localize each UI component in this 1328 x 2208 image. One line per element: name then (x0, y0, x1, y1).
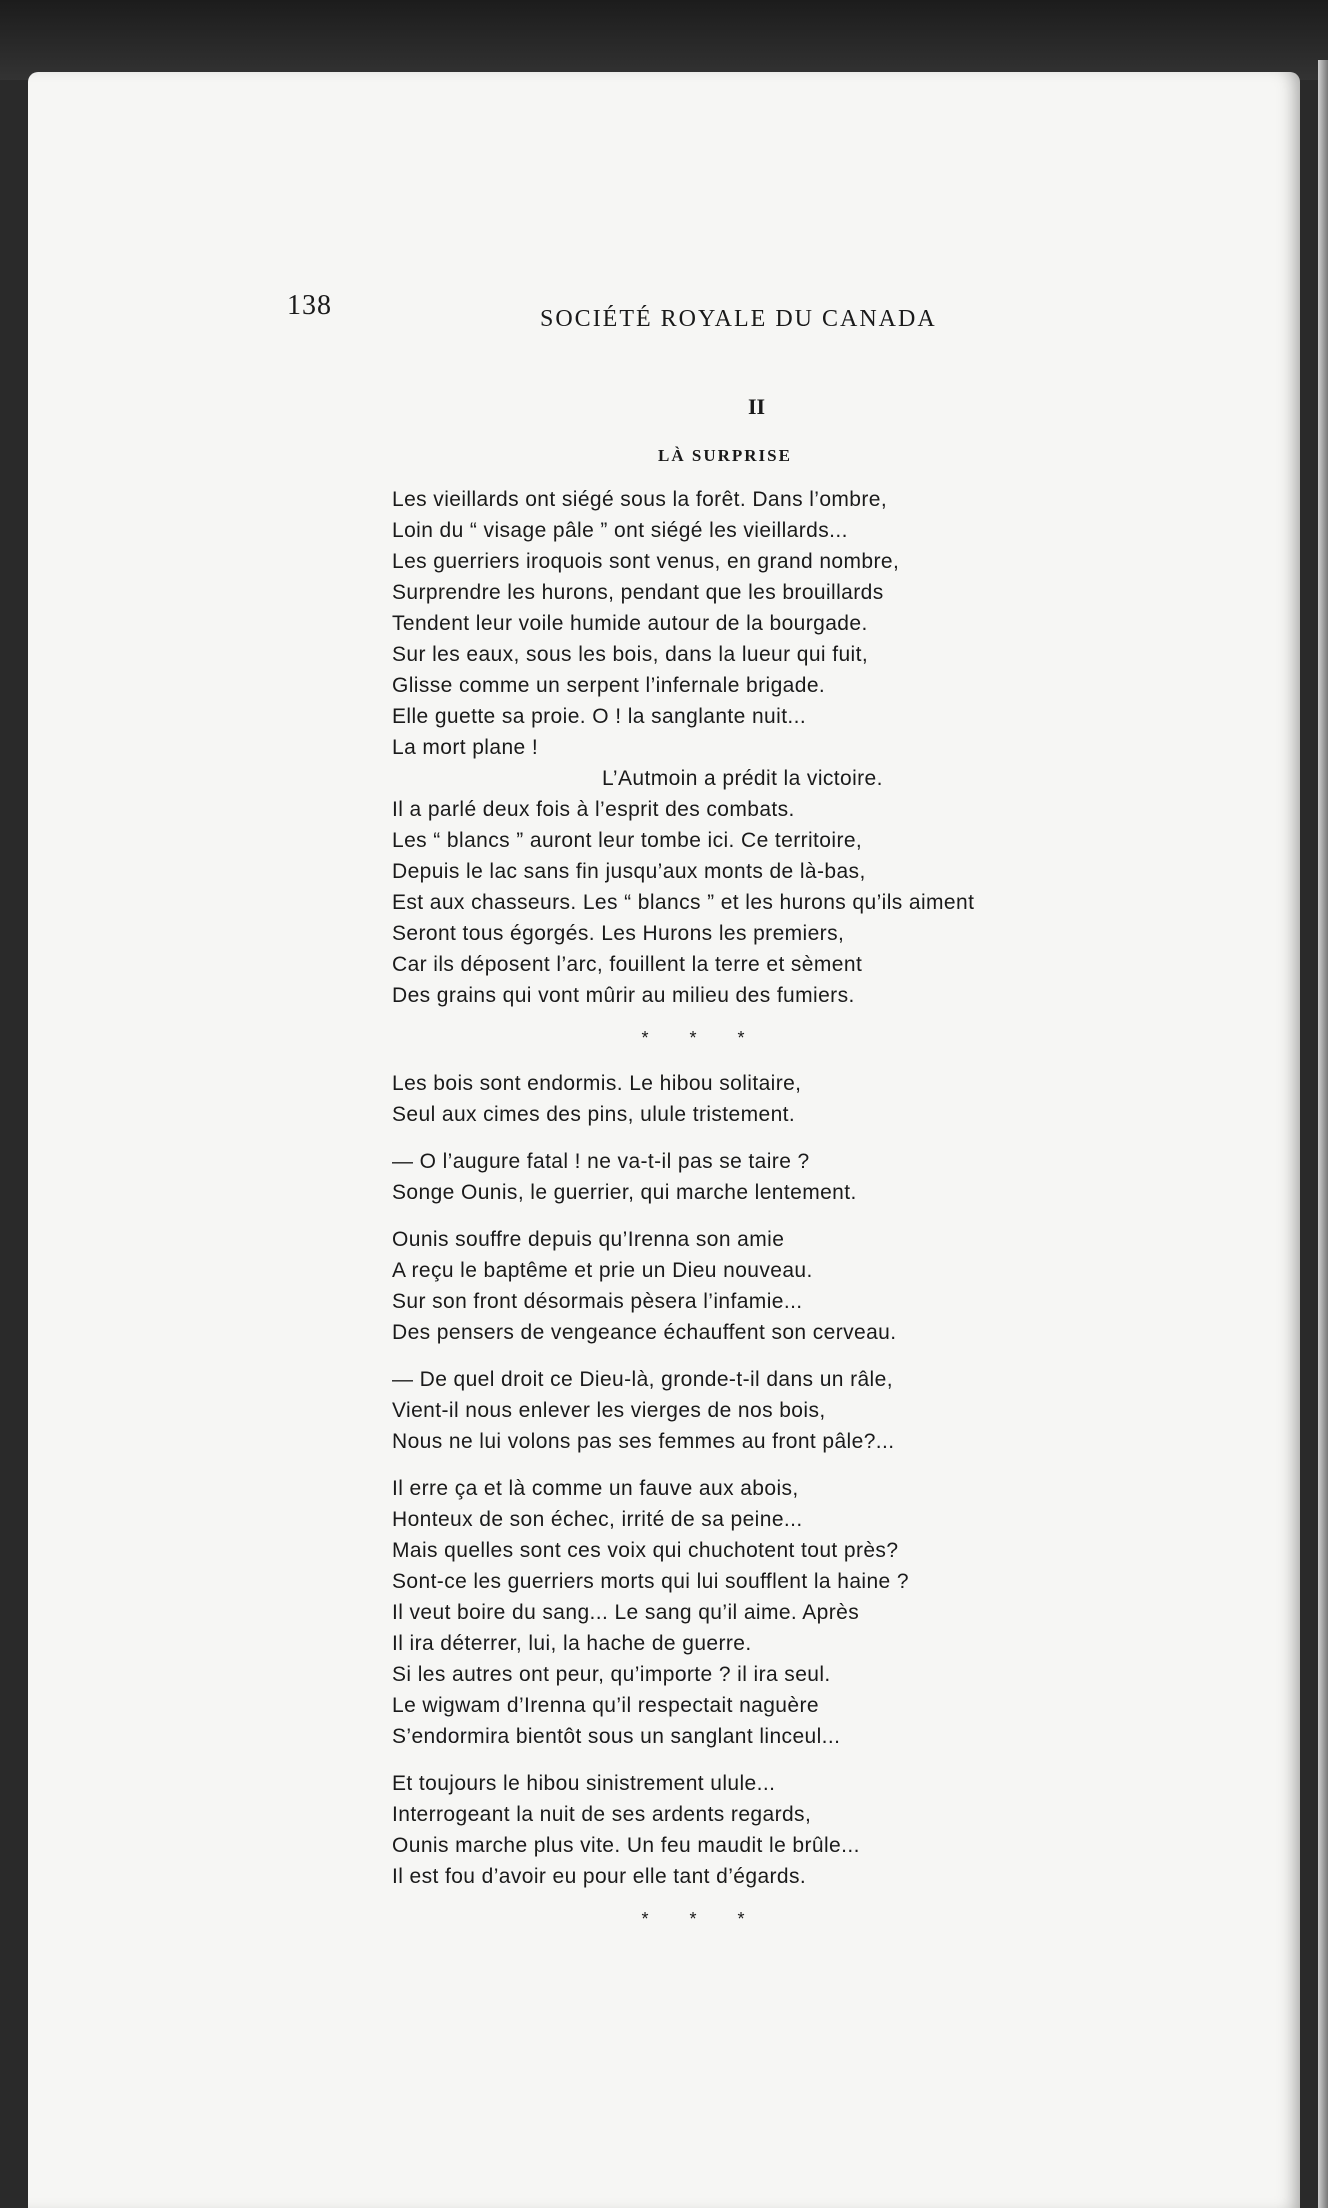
verse-line: Surprendre les hurons, pendant que les brouillards (392, 581, 884, 604)
stanza (392, 1768, 1152, 1892)
page-number: 138 (287, 290, 332, 321)
scan-background (0, 0, 1328, 80)
verse-line: Il ira déterrer, lui, la hache de guerre. (392, 1632, 752, 1655)
verse-line: Seront tous égorgés. Les Hurons les premiers, (392, 922, 845, 945)
section-separator: * * * (641, 1909, 763, 1929)
verse-line: Vient-il nous enlever les vierges de nos bois, (392, 1399, 826, 1422)
verse-line: Les bois sont endormis. Le hibou solitaire, (392, 1072, 802, 1095)
verse-line: Les guerriers iroquois sont venus, en grand nombre, (392, 550, 900, 573)
verse-line: Il veut boire du sang... Le sang qu’il aime. Après (392, 1601, 860, 1624)
verse-line: Il a parlé deux fois à l’esprit des combats. (392, 798, 795, 821)
verse-line: A reçu le baptême et prie un Dieu nouveau. (392, 1259, 813, 1282)
verse-line: Honteux de son échec, irrité de sa peine... (392, 1508, 803, 1531)
verse-line: Et toujours le hibou sinistrement ulule... (392, 1772, 776, 1795)
verse-line: Les “ blancs ” auront leur tombe ici. Ce territoire, (392, 829, 863, 852)
stanza (392, 484, 1152, 1011)
verse-line: Glisse comme un serpent l’infernale brigade. (392, 674, 826, 697)
verse-line: Seul aux cimes des pins, ulule tristement. (392, 1103, 796, 1126)
verse-line: L’Autmoin a prédit la victoire. (602, 767, 883, 790)
verse-line: Tendent leur voile humide autour de la bourgade. (392, 612, 868, 635)
page-edge (1318, 60, 1328, 2208)
stanza (392, 1224, 1152, 1348)
verse-line: Le wigwam d’Irenna qu’il respectait naguère (392, 1694, 819, 1717)
stanza (392, 1364, 1152, 1457)
verse-line: Car ils déposent l’arc, fouillent la terre et sèment (392, 953, 863, 976)
poem-body (392, 484, 1152, 1949)
stanza (392, 1068, 1152, 1130)
verse-line: S’endormira bientôt sous un sanglant linceul... (392, 1725, 841, 1748)
verse-line: Des pensers de vengeance échauffent son cerveau. (392, 1321, 897, 1344)
verse-line: — O l’augure fatal ! ne va-t-il pas se taire ? (392, 1150, 810, 1173)
verse-line: Il erre ça et là comme un fauve aux abois, (392, 1477, 799, 1500)
verse-line: Si les autres ont peur, qu’importe ? il ira seul. (392, 1663, 831, 1686)
verse-line: — De quel droit ce Dieu-là, gronde-t-il dans un râle, (392, 1368, 893, 1391)
verse-line: Mais quelles sont ces voix qui chuchotent tout près? (392, 1539, 899, 1562)
running-head: SOCIÉTÉ ROYALE DU CANADA (540, 306, 937, 332)
section-number: II (748, 394, 766, 419)
verse-line: Est aux chasseurs. Les “ blancs ” et les hurons qu’ils aiment (392, 891, 975, 914)
verse-line: Interrogeant la nuit de ses ardents regards, (392, 1803, 812, 1826)
verse-line: Des grains qui vont mûrir au milieu des fumiers. (392, 984, 855, 1007)
verse-line: Songe Ounis, le guerrier, qui marche lentement. (392, 1181, 857, 1204)
stanza (392, 1473, 1152, 1752)
verse-line: Sont-ce les guerriers morts qui lui soufflent la haine ? (392, 1570, 909, 1593)
verse-line: Ounis souffre depuis qu’Irenna son amie (392, 1228, 785, 1251)
section-title: LÀ SURPRISE (658, 446, 792, 465)
verse-line: Elle guette sa proie. O ! la sanglante nuit... (392, 705, 807, 728)
verse-line: Ounis marche plus vite. Un feu maudit le brûle... (392, 1834, 860, 1857)
section-separator: * * * (641, 1028, 763, 1048)
verse-line: Depuis le lac sans fin jusqu’aux monts de là-bas, (392, 860, 866, 883)
verse-line: Nous ne lui volons pas ses femmes au front pâle?... (392, 1430, 895, 1453)
verse-line: Les vieillards ont siégé sous la forêt. Dans l’ombre, (392, 488, 888, 511)
verse-line: La mort plane ! (392, 736, 539, 759)
stanza (392, 1146, 1152, 1208)
verse-line: Loin du “ visage pâle ” ont siégé les vieillards... (392, 519, 848, 542)
verse-line: Sur son front désormais pèsera l’infamie... (392, 1290, 803, 1313)
verse-line: Il est fou d’avoir eu pour elle tant d’égards. (392, 1865, 807, 1888)
verse-line: Sur les eaux, sous les bois, dans la lueur qui fuit, (392, 643, 869, 666)
